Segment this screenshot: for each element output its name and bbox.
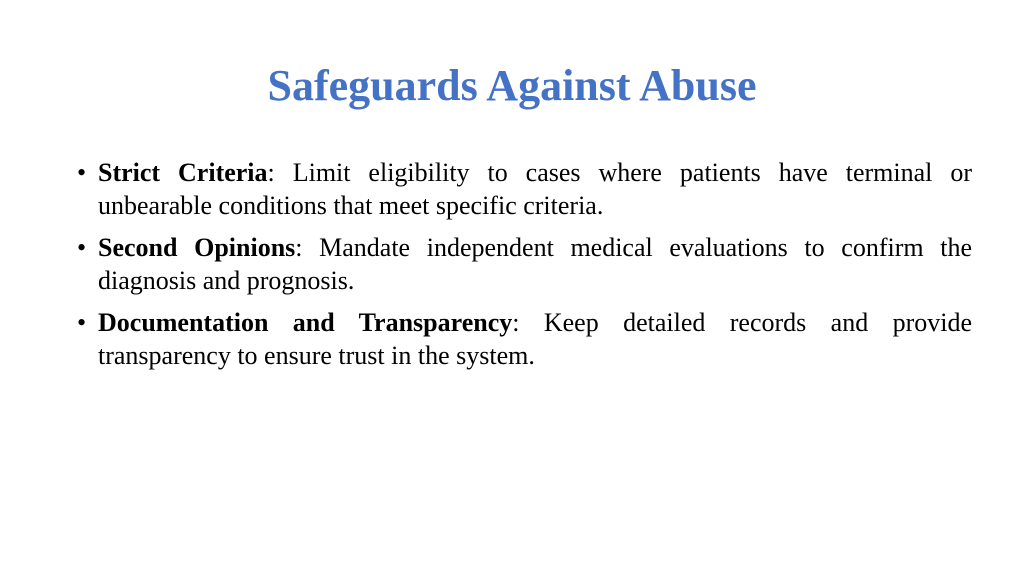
bullet-separator: : [512,308,520,337]
bullet-icon: • [77,158,87,187]
bullet-icon: • [77,233,87,262]
bullet-text: Limit eligibility to cases where patients have terminal or unbearable conditions that meet specific criteria. [98,158,972,220]
bullet-item-documentation-transparency [74,306,972,372]
bullet-icon: • [77,308,87,337]
bullet-term: Strict Criteria [98,158,268,187]
bullet-separator: : [295,233,303,262]
bullet-text: Keep detailed records and provide transparency to ensure trust in the system. [98,308,972,370]
bullet-separator: : [267,158,275,187]
bullet-term: Documentation and Transparency [98,308,513,337]
bullet-list [74,156,972,381]
bullet-term: Second Opinions [98,233,296,262]
bullet-text: Mandate independent medical evaluations to confirm the diagnosis and prognosis. [98,233,972,295]
bullet-item-second-opinions [74,231,972,297]
slide-title: Safeguards Against Abuse [267,61,757,110]
bullet-item-strict-criteria [74,156,972,222]
